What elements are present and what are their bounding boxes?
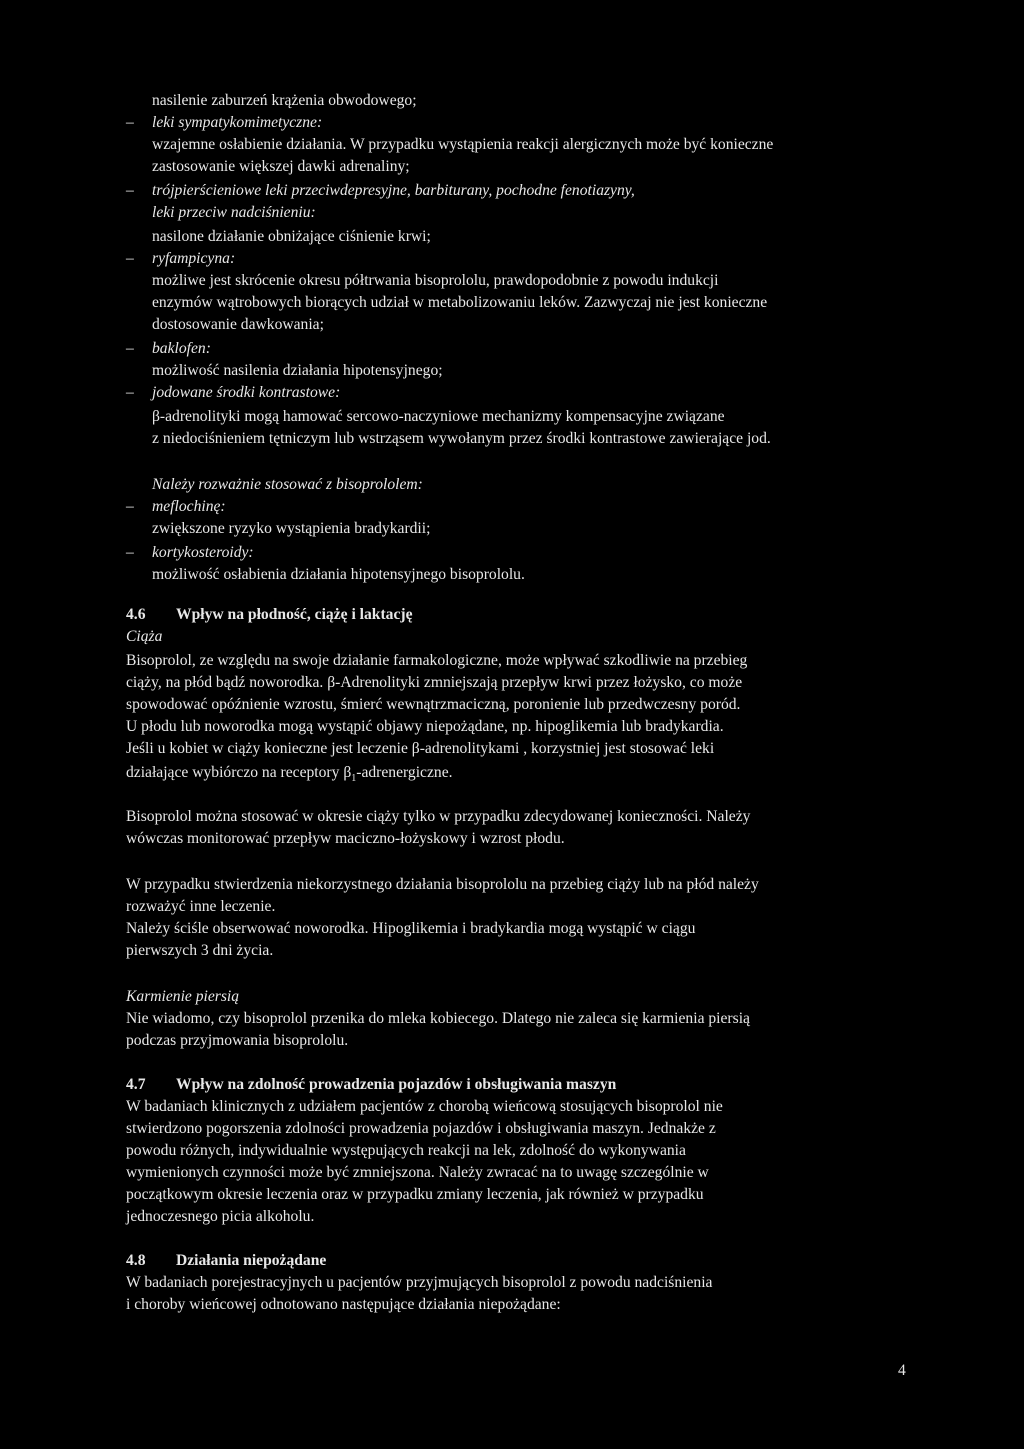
list-text: β-adrenolityki mogą hamować sercowo-naczyniowe mechanizmy kompensacyjne związane (152, 408, 725, 425)
list-text: enzymów wątrobowych biorących udział w metabolizowaniu leków. Zazwyczaj nie jest konieczne (152, 294, 768, 311)
paragraph-line: spowodować opóźnienie wzrostu, śmierć wewnątrzmaciczną, poronienie lub przedwczesny poród. (126, 696, 741, 713)
paragraph-line: Bisoprolol, ze względu na swoje działanie farmakologiczne, może wpływać szkodliwie na przebieg (126, 652, 748, 669)
paragraph-line: Jeśli u kobiet w ciąży konieczne jest leczenie β-adrenolitykami , korzystniej jest stosować leki (126, 740, 715, 757)
receptor-subscript: 1 (351, 773, 357, 785)
paragraph-line: Należy ściśle obserwować noworodka. Hipoglikemia i bradykardia mogą wystąpić w ciągu (126, 920, 696, 937)
paragraph-line: Nie wiadomo, czy bisoprolol przenika do mleka kobiecego. Dlatego nie zaleca się karmienia piersią (126, 1010, 750, 1027)
section-title: Wpływ na zdolność prowadzenia pojazdów i obsługiwania maszyn (176, 1076, 617, 1093)
list-text: możliwe jest skrócenie okresu półtrwania bisoprololu, prawdopodobnie z powodu indukcji (152, 272, 719, 289)
paragraph-line: pierwszych 3 dni życia. (126, 942, 274, 959)
list-text: możliwość nasilenia działania hipotensyjnego; (152, 362, 443, 379)
list-dash: – (126, 340, 134, 357)
list-item-label: baklofen: (152, 340, 211, 357)
paragraph-line: U płodu lub noworodka mogą wystąpić objawy niepożądane, np. hipoglikemia lub bradykardia. (126, 718, 724, 735)
list-item-label: leki przeciw nadciśnieniu: (152, 204, 316, 221)
list-dash: – (126, 250, 134, 267)
list-item-label: leki sympatykomimetyczne: (152, 114, 323, 131)
caution-heading: Należy rozważnie stosować z bisoprololem: (152, 476, 423, 493)
paragraph-line: wówczas monitorować przepływ maciczno-łożyskowy i wzrost płodu. (126, 830, 565, 847)
paragraph-line: W przypadku stwierdzenia niekorzystnego działania bisoprololu na przebieg ciąży lub na płód należy (126, 876, 759, 893)
receptor-text: działające wybiórczo na receptory β (126, 764, 352, 781)
list-dash: – (126, 182, 134, 199)
subheading-pregnancy: Ciąża (126, 628, 163, 645)
paragraph-line: W badaniach klinicznych z udziałem pacjentów z chorobą wieńcową stosujących bisoprolol nie (126, 1098, 723, 1115)
list-text: z niedociśnieniem tętniczym lub wstrząsem wywołanym przez środki kontrastowe zawierające jod. (152, 430, 771, 447)
section-title: Działania niepożądane (176, 1252, 327, 1269)
paragraph-line: Bisoprolol można stosować w okresie ciąży tylko w przypadku zdecydowanej konieczności. Należy (126, 808, 751, 825)
paragraph-line: wymienionych czynności może być zmniejszona. Należy zwracać na to uwagę szczególnie w (126, 1164, 709, 1181)
list-item-label: kortykosteroidy: (152, 544, 254, 561)
paragraph-line (126, 762, 453, 790)
paragraph-line: podczas przyjmowania bisoprololu. (126, 1032, 349, 1049)
paragraph-line: W badaniach porejestracyjnych u pacjentów przyjmujących bisoprolol z powodu nadciśnienia (126, 1274, 713, 1291)
list-item-label: jodowane środki kontrastowe: (152, 384, 341, 401)
paragraph-line: początkowym okresie leczenia oraz w przypadku zmiany leczenia, jak również w przypadku (126, 1186, 704, 1203)
list-text: nasilenie zaburzeń krążenia obwodowego; (152, 92, 417, 109)
list-text: możliwość osłabienia działania hipotensyjnego bisoprololu. (152, 566, 525, 583)
paragraph-line: jednoczesnego picia alkoholu. (126, 1208, 315, 1225)
list-item-label: trójpierścieniowe leki przeciwdepresyjne, barbiturany, pochodne fenotiazyny, (152, 182, 635, 199)
list-item-label: ryfampicyna: (152, 250, 236, 267)
paragraph-line: ciąży, na płód bądź noworodka. β-Adrenolityki zmniejszają przepływ krwi przez łożysko, co może (126, 674, 743, 691)
paragraph-line: i choroby wieńcowej odnotowano następujące działania niepożądane: (126, 1296, 561, 1313)
list-text: nasilone działanie obniżające ciśnienie krwi; (152, 228, 431, 245)
section-heading (126, 604, 413, 626)
page-number: 4 (898, 1362, 906, 1379)
paragraph-line: stwierdzono pogorszenia zdolności prowadzenia pojazdów i obsługiwania maszyn. Jednakże z (126, 1120, 716, 1137)
list-dash: – (126, 384, 134, 401)
list-text: dostosowanie dawkowania; (152, 316, 324, 333)
list-text: zastosowanie większej dawki adrenaliny; (152, 158, 410, 175)
list-dash: – (126, 544, 134, 561)
section-heading (126, 1250, 326, 1272)
section-number: 4.8 (126, 1252, 146, 1269)
list-dash: – (126, 114, 134, 131)
section-number: 4.7 (126, 1076, 146, 1093)
receptor-text: -adrenergiczne. (356, 764, 453, 781)
paragraph-line: powodu różnych, indywidualnie występujących reakcji na lek, zdolność do wykonywania (126, 1142, 686, 1159)
list-item-label: meflochinę: (152, 498, 226, 515)
subheading-lactation: Karmienie piersią (126, 988, 240, 1005)
paragraph-line: rozważyć inne leczenie. (126, 898, 276, 915)
list-text: zwiększone ryzyko wystąpienia bradykardii; (152, 520, 431, 537)
list-text: wzajemne osłabienie działania. W przypadku wystąpienia reakcji alergicznych może być konieczne (152, 136, 774, 153)
section-title: Wpływ na płodność, ciążę i laktację (176, 606, 413, 623)
section-heading (126, 1074, 616, 1096)
list-dash: – (126, 498, 134, 515)
section-number: 4.6 (126, 606, 146, 623)
